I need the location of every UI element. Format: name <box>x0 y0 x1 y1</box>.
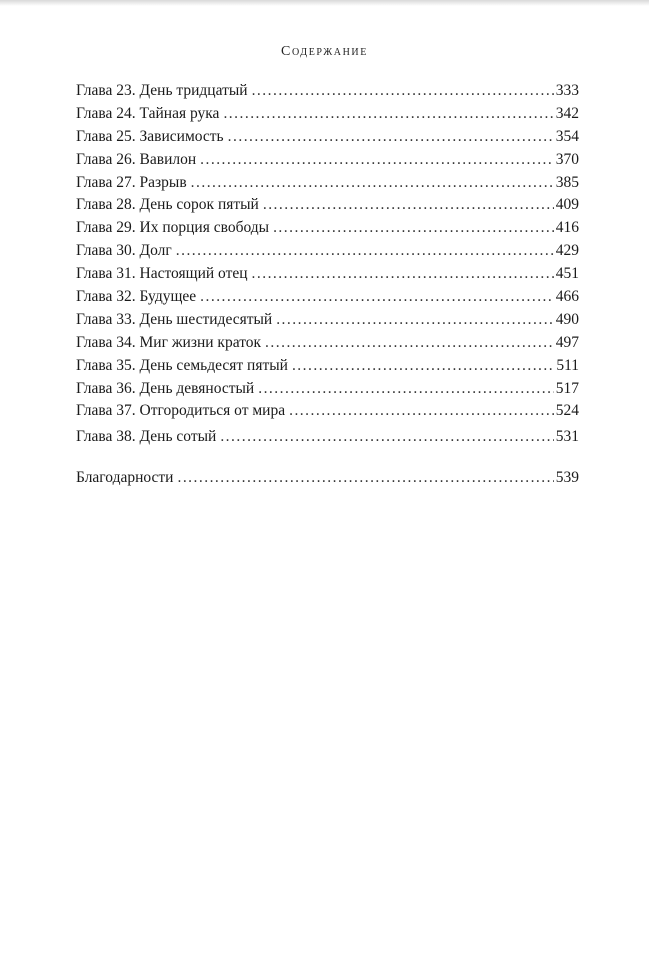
dot-leader <box>177 467 553 490</box>
toc-entry-label: Глава 25. Зависимость <box>76 127 224 145</box>
toc-entry-page: 517 <box>555 379 579 397</box>
toc-entry-chapter-29[interactable] <box>76 217 579 240</box>
toc-entry-label: Глава 26. Вавилон <box>76 150 197 168</box>
dot-leader <box>258 378 554 401</box>
toc-entry-chapter-34[interactable] <box>76 332 579 355</box>
toc-entry-page: 524 <box>555 402 579 420</box>
toc-entry-label: Глава 30. Долг <box>76 242 172 260</box>
dot-leader <box>263 194 554 217</box>
page-top-edge <box>0 0 649 6</box>
dot-leader <box>191 172 554 195</box>
dot-leader <box>220 426 553 449</box>
toc-entry-label: Благодарности <box>76 469 174 487</box>
toc-entry-label: Глава 31. Настоящий отец <box>76 265 248 283</box>
toc-entry-label: Глава 24. Тайная рука <box>76 104 220 122</box>
toc-entry-page: 497 <box>555 333 579 351</box>
toc-entry-page: 385 <box>555 173 579 191</box>
dot-leader <box>200 149 554 172</box>
toc-entry-acknowledgements[interactable] <box>76 467 579 490</box>
toc-entry-chapter-26[interactable] <box>76 149 579 172</box>
toc-entry-label: Глава 27. Разрыв <box>76 173 187 191</box>
table-of-contents <box>76 80 579 490</box>
dot-leader <box>289 400 554 423</box>
toc-entry-page: 531 <box>555 428 579 446</box>
toc-entry-chapter-32[interactable] <box>76 286 579 309</box>
dot-leader <box>228 126 554 149</box>
toc-entry-page: 342 <box>555 104 579 122</box>
toc-entry-label: Глава 38. День сотый <box>76 428 217 446</box>
dot-leader <box>265 332 554 355</box>
toc-entry-page: 333 <box>555 82 579 99</box>
toc-entry-page: 354 <box>555 127 579 145</box>
toc-entry-chapter-36[interactable] <box>76 378 579 401</box>
toc-entry-chapter-28[interactable] <box>76 194 579 217</box>
dot-leader <box>176 240 554 263</box>
toc-entry-chapter-30[interactable] <box>76 240 579 263</box>
toc-entry-chapter-35[interactable] <box>76 355 579 378</box>
dot-leader <box>292 355 554 378</box>
dot-leader <box>252 80 554 103</box>
page-title: Содержание <box>281 44 368 59</box>
toc-entry-chapter-37[interactable] <box>76 400 579 423</box>
toc-entry-label: Глава 36. День девяностый <box>76 379 255 397</box>
toc-entry-chapter-25[interactable] <box>76 126 579 149</box>
toc-entry-chapter-38[interactable] <box>76 426 579 449</box>
dot-leader <box>252 263 554 286</box>
toc-entry-chapter-23[interactable] <box>76 80 579 103</box>
toc-entry-label: Глава 37. Отгородиться от мира <box>76 402 286 420</box>
toc-entry-chapter-33[interactable] <box>76 309 579 332</box>
toc-entry-label: Глава 28. День сорок пятый <box>76 196 259 214</box>
dot-leader <box>223 103 553 126</box>
toc-entry-page: 539 <box>555 469 579 487</box>
toc-entry-page: 370 <box>555 150 579 168</box>
toc-entry-page: 466 <box>555 288 579 306</box>
toc-entry-page: 451 <box>555 265 579 283</box>
toc-entry-page: 490 <box>555 310 579 328</box>
toc-entry-label: Глава 23. День тридцатый <box>76 82 248 99</box>
toc-entry-label: Глава 34. Миг жизни краток <box>76 333 262 351</box>
toc-entry-page: 429 <box>555 242 579 260</box>
toc-entry-chapter-31[interactable] <box>76 263 579 286</box>
toc-entry-page: 511 <box>556 356 579 374</box>
dot-leader <box>276 309 554 332</box>
dot-leader <box>200 286 554 309</box>
toc-entry-label: Глава 29. Их порция свободы <box>76 219 270 237</box>
toc-entry-page: 416 <box>555 219 579 237</box>
toc-entry-label: Глава 32. Будущее <box>76 288 197 306</box>
dot-leader <box>273 217 554 240</box>
toc-entry-label: Глава 35. День семьдесят пятый <box>76 356 288 374</box>
toc-entry-page: 409 <box>555 196 579 214</box>
toc-entry-label: Глава 33. День шестидесятый <box>76 310 273 328</box>
toc-entry-chapter-24[interactable] <box>76 103 579 126</box>
toc-entry-chapter-27[interactable] <box>76 172 579 195</box>
